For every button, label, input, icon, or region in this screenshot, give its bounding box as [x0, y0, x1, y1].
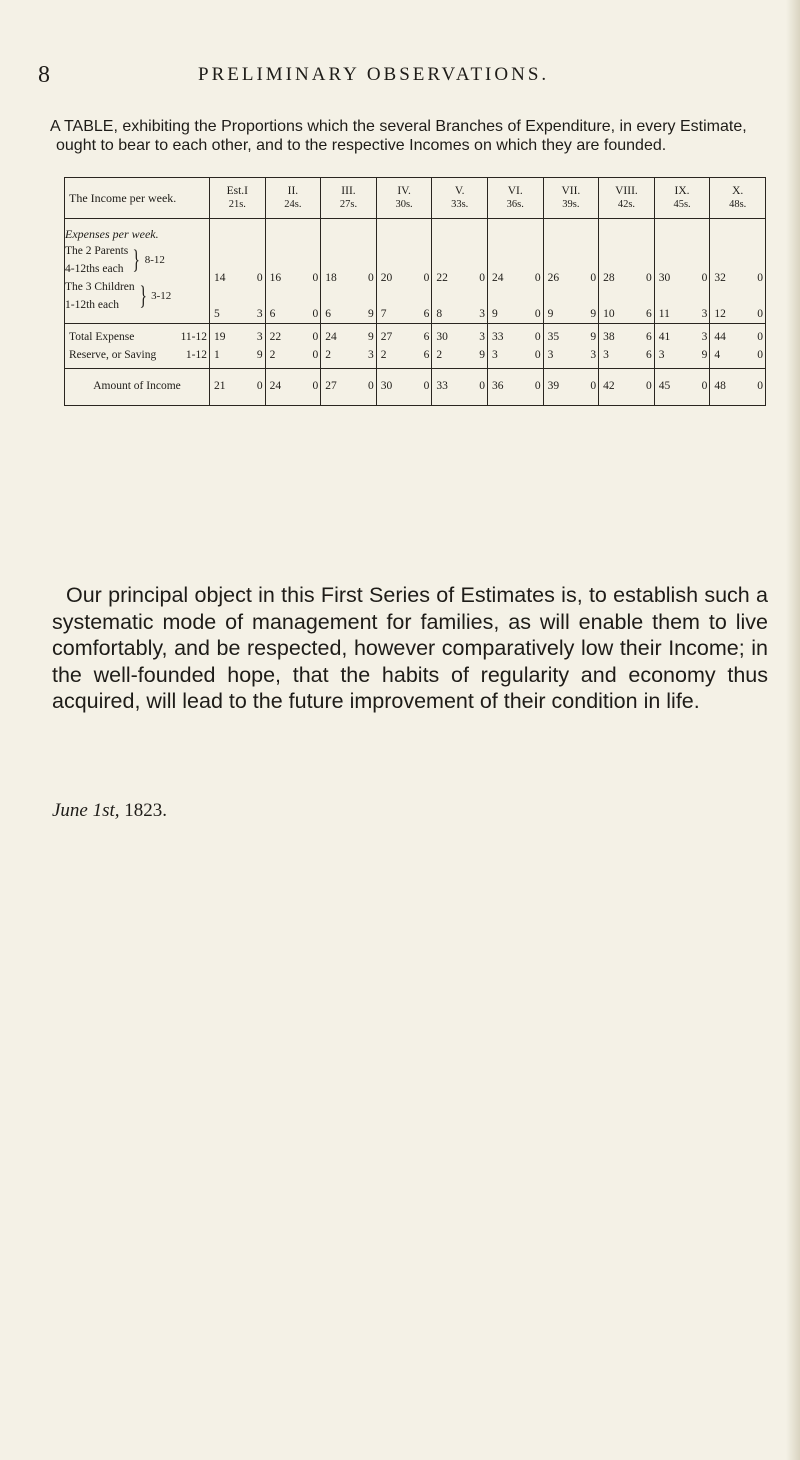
value-pair [266, 346, 321, 364]
value-pair [655, 305, 710, 323]
total-expense-label [65, 328, 209, 346]
value-shillings: 33 [436, 380, 448, 392]
column-income: 45s. [673, 199, 691, 210]
value-pair [432, 346, 487, 364]
value-shillings: 41 [658, 331, 671, 343]
amount-cell [654, 369, 710, 406]
expense-cell [654, 219, 710, 324]
column-header [654, 178, 710, 219]
column-number: II. [287, 185, 299, 197]
value-pair [266, 269, 321, 287]
value-shillings: 20 [380, 272, 393, 284]
expense-cell [599, 219, 655, 324]
amount-label-text: Amount of Income [93, 380, 181, 392]
value-shillings: 12 [714, 308, 726, 320]
value-shillings: 28 [603, 272, 615, 284]
expense-cell [543, 219, 599, 324]
value-shillings: 19 [214, 331, 226, 343]
column-income: 30s. [395, 199, 413, 210]
column-header [599, 178, 655, 219]
totals-labels [65, 324, 210, 369]
value-pair [710, 305, 765, 323]
value-pair [266, 328, 321, 346]
value-shillings: 42 [603, 380, 615, 392]
value-pair [377, 377, 432, 395]
value-pence: 0 [534, 380, 541, 392]
value-pence: 6 [646, 331, 652, 343]
column-income: 24s. [284, 199, 302, 210]
value-shillings: 4 [714, 349, 721, 361]
value-shillings: 21 [214, 380, 226, 392]
value-shillings: 24 [325, 331, 337, 343]
children-line1: The 3 Children [65, 281, 135, 293]
value-pence: 3 [701, 308, 708, 320]
value-pair [488, 328, 543, 346]
running-title: PRELIMINARY OBSERVATIONS. [198, 64, 550, 85]
value-shillings: 2 [436, 349, 443, 361]
value-pence: 3 [256, 331, 263, 343]
column-number: V. [454, 185, 465, 197]
parents-ratio: 8-12 [144, 254, 165, 266]
value-pair [432, 305, 487, 323]
value-shillings: 7 [380, 308, 387, 320]
value-shillings: 2 [325, 349, 331, 361]
value-pair [210, 346, 265, 364]
value-pence: 9 [368, 331, 374, 343]
value-pair [599, 346, 654, 364]
value-pair [544, 328, 599, 346]
value-pair [655, 346, 710, 364]
column-income: 33s. [451, 199, 469, 210]
value-shillings: 48 [714, 380, 726, 392]
value-shillings: 2 [269, 349, 276, 361]
value-shillings: 3 [603, 349, 609, 361]
value-shillings: 18 [325, 272, 337, 284]
value-pence: 0 [312, 331, 319, 343]
value-pence: 0 [423, 272, 430, 284]
value-pence: 0 [534, 349, 541, 361]
totals-cell [321, 324, 377, 369]
value-shillings: 3 [658, 349, 665, 361]
date-year: 1823. [124, 800, 168, 821]
column-number: X. [732, 185, 744, 197]
value-pair [210, 305, 265, 323]
children-ratio: 3-12 [151, 290, 172, 302]
value-shillings: 6 [269, 308, 276, 320]
value-pair [321, 328, 376, 346]
value-pence: 0 [256, 272, 263, 284]
value-pence: 0 [757, 380, 763, 392]
value-pair [210, 269, 265, 287]
amount-cell [321, 369, 377, 406]
value-pence: 0 [757, 272, 763, 284]
expenses-row [65, 219, 766, 324]
column-income: 42s. [617, 199, 636, 210]
column-header [265, 178, 321, 219]
estimates-table [64, 177, 766, 406]
page-number: 8 [38, 62, 50, 88]
amount-cell [487, 369, 543, 406]
value-pence: 0 [368, 272, 374, 284]
column-income: 48s. [729, 199, 747, 210]
value-pair [544, 346, 599, 364]
value-shillings: 22 [269, 331, 282, 343]
value-pair [488, 346, 543, 364]
value-pair [321, 305, 376, 323]
reserve-label [65, 346, 209, 364]
amount-row [65, 369, 766, 406]
value-pair [599, 269, 654, 287]
value-shillings: 36 [491, 380, 504, 392]
totals-cell [654, 324, 710, 369]
value-shillings: 30 [436, 331, 448, 343]
value-pair [266, 377, 321, 395]
value-pence: 9 [590, 331, 597, 343]
value-pair [710, 328, 765, 346]
value-pair [544, 305, 599, 323]
value-pence: 0 [646, 272, 652, 284]
value-shillings: 30 [658, 272, 671, 284]
value-pence: 0 [590, 380, 597, 392]
value-pair [710, 377, 765, 395]
column-header [543, 178, 599, 219]
column-header [487, 178, 543, 219]
totals-cell [265, 324, 321, 369]
value-pence: 0 [312, 380, 319, 392]
column-number: IV. [397, 185, 411, 197]
value-pence: 0 [479, 380, 485, 392]
reserve-label-text: Reserve, or Saving [69, 349, 157, 361]
value-pence: 3 [368, 349, 374, 361]
value-pence: 3 [479, 308, 485, 320]
value-shillings: 3 [547, 349, 554, 361]
expense-cell [487, 219, 543, 324]
value-shillings: 5 [214, 308, 220, 320]
value-shillings: 24 [491, 272, 504, 284]
column-header [432, 178, 488, 219]
dateline [52, 800, 167, 822]
value-pair [710, 346, 765, 364]
value-pence: 0 [534, 308, 541, 320]
brace-glyph: } [132, 245, 141, 274]
value-shillings: 16 [269, 272, 282, 284]
value-pair [488, 269, 543, 287]
body-paragraph: Our principal object in this First Series of Estimates is, to establish such a systematic mode of management for families, as will enable them to live comfortably, and be respected, however comparatively low their Income; in the well-founded hope, that the habits of regularity and economy thus acquired, will lead to the future improvement of their condition in life. [52, 583, 768, 713]
column-number: III. [341, 185, 356, 197]
expense-cell [210, 219, 266, 324]
value-pair [266, 305, 321, 323]
value-shillings: 10 [603, 308, 615, 320]
value-pair [710, 269, 765, 287]
column-income: 21s. [228, 199, 246, 210]
value-pence: 0 [312, 272, 319, 284]
value-pence: 0 [590, 272, 597, 284]
table-caption: A TABLE, exhibiting the Proportions which the several Branches of Expenditure, in every Estimate, ought to bear to each other, and to the respective Incomes on which they are founded. [50, 118, 747, 154]
value-pence: 9 [479, 349, 485, 361]
value-pence: 6 [423, 349, 430, 361]
value-pence: 9 [590, 308, 597, 320]
column-number: VI. [507, 185, 523, 197]
expense-cell [321, 219, 377, 324]
value-shillings: 8 [436, 308, 443, 320]
value-pence: 0 [757, 349, 763, 361]
value-shillings: 27 [325, 380, 337, 392]
children-line2: 1-12th each [65, 299, 119, 311]
expense-cell [376, 219, 432, 324]
value-pence: 6 [646, 308, 652, 320]
value-pence: 0 [701, 380, 708, 392]
reserve-ratio-text: 1-12 [185, 349, 207, 361]
value-shillings: 11 [658, 308, 670, 320]
value-shillings: 33 [491, 331, 504, 343]
parents-label [65, 242, 209, 278]
value-pence: 3 [590, 349, 597, 361]
value-pence: 6 [423, 308, 430, 320]
value-shillings: 3 [491, 349, 498, 361]
amount-label [65, 369, 210, 406]
value-shillings: 45 [658, 380, 671, 392]
value-pence: 3 [701, 331, 708, 343]
value-pence: 0 [646, 380, 652, 392]
totals-cell [432, 324, 488, 369]
value-pence: 0 [256, 380, 263, 392]
totals-cell [487, 324, 543, 369]
column-income: 39s. [562, 199, 580, 210]
total-ratio-text: 11-12 [180, 331, 207, 343]
value-pence: 0 [757, 308, 763, 320]
column-number: IX. [674, 185, 690, 197]
value-pence: 0 [701, 272, 708, 284]
value-pence: 3 [479, 331, 485, 343]
value-pair [599, 305, 654, 323]
totals-cell [376, 324, 432, 369]
page-edge-shadow [786, 0, 800, 1460]
value-pair [210, 328, 265, 346]
value-shillings: 27 [380, 331, 393, 343]
value-pair [488, 377, 543, 395]
value-shillings: 6 [325, 308, 331, 320]
value-pair [321, 269, 376, 287]
value-pence: 0 [368, 380, 374, 392]
amount-cell [210, 369, 266, 406]
totals-cell [210, 324, 266, 369]
value-shillings: 14 [214, 272, 226, 284]
value-shillings: 44 [714, 331, 726, 343]
parents-line2: 4-12ths each [65, 263, 124, 275]
total-label-text: Total Expense [69, 331, 135, 343]
amount-cell [376, 369, 432, 406]
expenses-labels [65, 219, 210, 324]
value-pence: 0 [312, 308, 319, 320]
income-header: The Income per week. [65, 178, 210, 219]
brace-glyph: } [139, 281, 147, 310]
value-pence: 0 [534, 272, 541, 284]
value-shillings: 24 [269, 380, 282, 392]
value-pence: 9 [701, 349, 708, 361]
value-pair [432, 377, 487, 395]
value-pence: 0 [534, 331, 541, 343]
value-shillings: 32 [714, 272, 726, 284]
section-title: Expenses per week. [65, 227, 159, 241]
value-shillings: 26 [547, 272, 560, 284]
value-pair [377, 346, 432, 364]
column-header [710, 178, 766, 219]
value-pair [599, 377, 654, 395]
value-shillings: 30 [380, 380, 393, 392]
amount-cell [543, 369, 599, 406]
totals-cell [599, 324, 655, 369]
value-pence: 0 [312, 349, 319, 361]
column-header [376, 178, 432, 219]
value-pence: 3 [256, 308, 263, 320]
column-income: 27s. [339, 199, 358, 210]
column-header [321, 178, 377, 219]
value-pair [544, 269, 599, 287]
value-shillings: 1 [214, 349, 220, 361]
value-pence: 0 [423, 380, 430, 392]
value-pence: 9 [368, 308, 374, 320]
expense-cell [432, 219, 488, 324]
value-shillings: 39 [547, 380, 560, 392]
value-shillings: 22 [436, 272, 448, 284]
date-day: June 1st, [52, 800, 120, 821]
value-pair [321, 377, 376, 395]
value-pair [321, 346, 376, 364]
value-pair [210, 377, 265, 395]
column-number: VIII. [615, 185, 638, 197]
value-pair [377, 328, 432, 346]
column-number: Est.I [226, 185, 248, 197]
expense-cell [710, 219, 766, 324]
parents-line1: The 2 Parents [65, 245, 129, 257]
value-shillings: 35 [547, 331, 560, 343]
expense-cell [265, 219, 321, 324]
value-shillings: 2 [380, 349, 387, 361]
totals-row [65, 324, 766, 369]
totals-cell [710, 324, 766, 369]
children-label [65, 278, 209, 314]
value-pair [655, 328, 710, 346]
value-shillings: 9 [547, 308, 554, 320]
table-header-row [65, 178, 766, 219]
amount-cell [599, 369, 655, 406]
value-shillings: 9 [491, 308, 498, 320]
value-pence: 6 [423, 331, 430, 343]
value-pair [655, 377, 710, 395]
value-pence: 6 [646, 349, 652, 361]
value-pair [377, 269, 432, 287]
amount-cell [432, 369, 488, 406]
totals-cell [543, 324, 599, 369]
value-pair [544, 377, 599, 395]
value-pence: 0 [479, 272, 485, 284]
value-shillings: 38 [603, 331, 615, 343]
value-pair [655, 269, 710, 287]
amount-cell [265, 369, 321, 406]
value-pair [432, 269, 487, 287]
column-income: 36s. [506, 199, 524, 210]
value-pair [377, 305, 432, 323]
column-header [210, 178, 266, 219]
column-number: VII. [561, 185, 581, 197]
amount-cell [710, 369, 766, 406]
value-pence: 9 [256, 349, 263, 361]
value-pair [599, 328, 654, 346]
value-pair [432, 328, 487, 346]
value-pence: 0 [757, 331, 763, 343]
value-pair [488, 305, 543, 323]
